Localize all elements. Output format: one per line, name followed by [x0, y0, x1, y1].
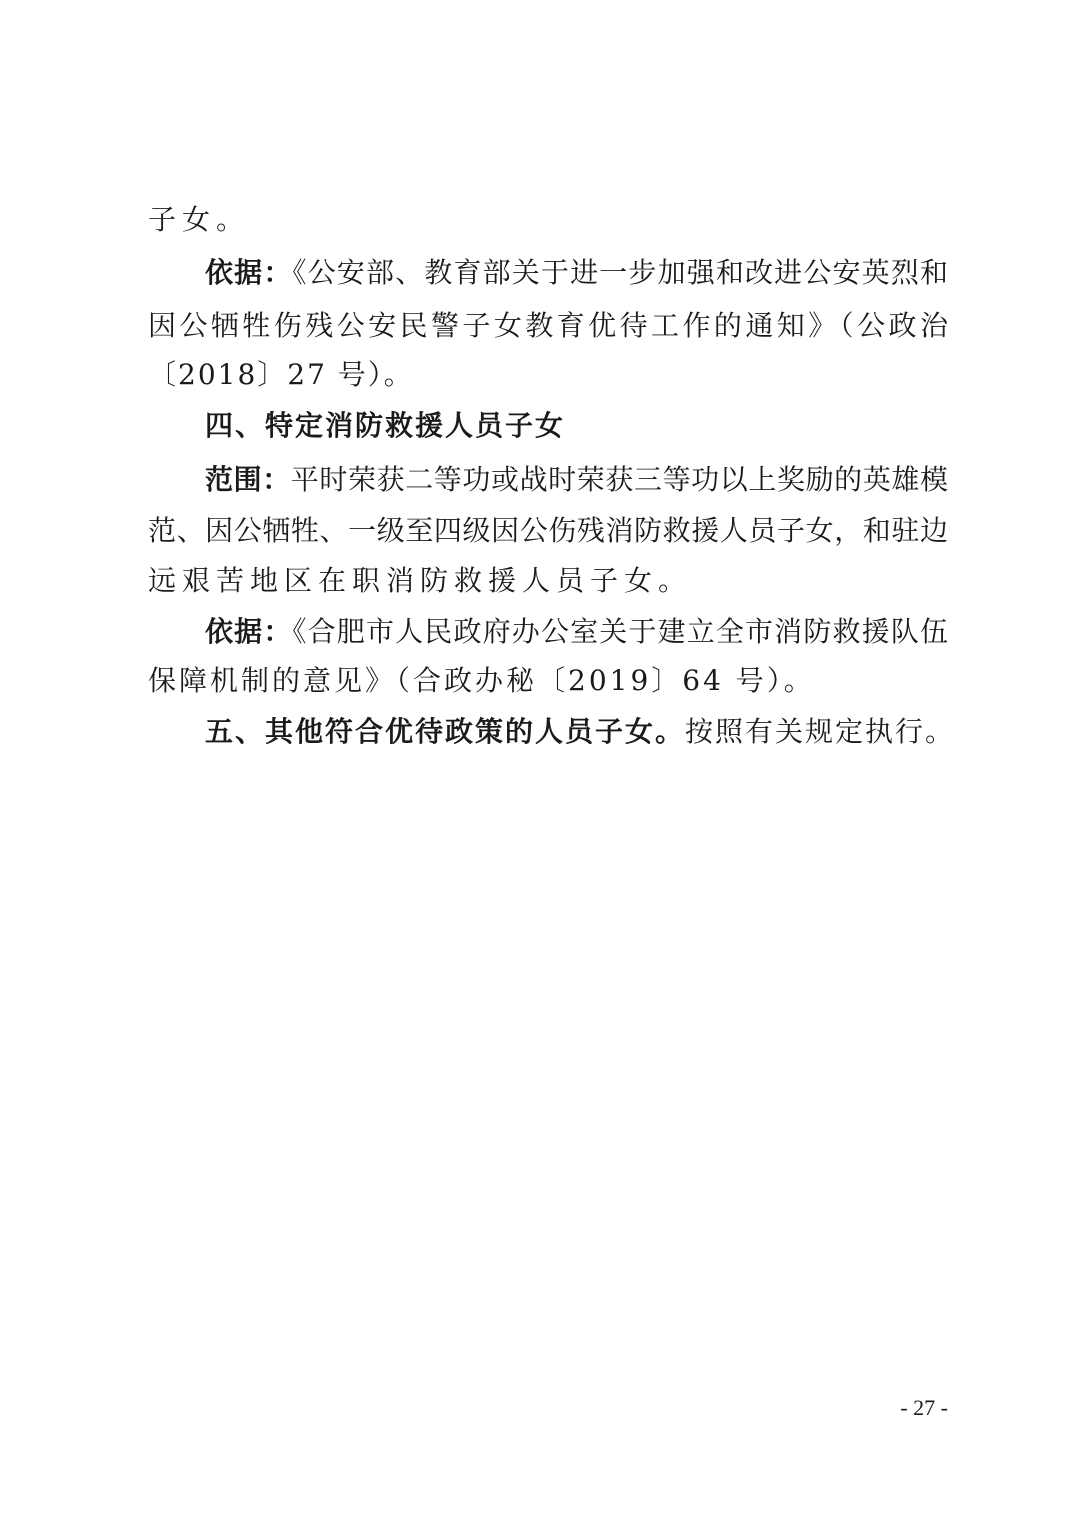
paragraph-line	[148, 355, 948, 395]
paragraph-line	[148, 561, 948, 601]
paragraph-line	[148, 661, 948, 701]
heading-body-text: 按照有关规定执行。	[685, 715, 956, 748]
text: 远艰苦地区在职消防救援人员子女。	[148, 564, 693, 597]
basis-text: 《合肥市人民政府办公室关于建立全市消防救援队伍	[292, 615, 948, 648]
heading-text: 五、其他符合优待政策的人员子女。	[205, 715, 686, 748]
scope-paragraph-line	[205, 460, 948, 500]
text: 子女。	[148, 203, 251, 236]
paragraph-line	[148, 200, 948, 240]
scope-label: 范围：	[205, 463, 291, 496]
basis-label: 依据：	[205, 615, 293, 648]
basis-text: 《公安部、教育部关于进一步加强和改进公安英烈和	[292, 256, 948, 289]
scope-text: 平时荣获二等功或战时荣获三等功以上奖励的英雄模	[290, 463, 948, 496]
basis-paragraph-line	[205, 612, 948, 652]
section-heading-4	[205, 406, 948, 446]
section-heading-5	[205, 712, 956, 752]
text: 因公牺牲伤残公安民警子女教育优待工作的通知》（公政治	[148, 309, 948, 342]
basis-label: 依据：	[205, 256, 293, 289]
paragraph-line	[148, 511, 948, 551]
text: 范、因公牺牲、一级至四级因公伤残消防救援人员子女，和驻边	[148, 514, 948, 547]
text: 〔2018〕27 号）。	[148, 358, 414, 391]
heading-text: 四、特定消防救援人员子女	[205, 409, 566, 442]
page-number: - 27 -	[900, 1395, 948, 1420]
text: 保障机制的意见》（合政办秘〔2019〕64 号）。	[148, 664, 815, 697]
paragraph-line	[148, 306, 948, 346]
basis-paragraph-line	[205, 253, 948, 293]
